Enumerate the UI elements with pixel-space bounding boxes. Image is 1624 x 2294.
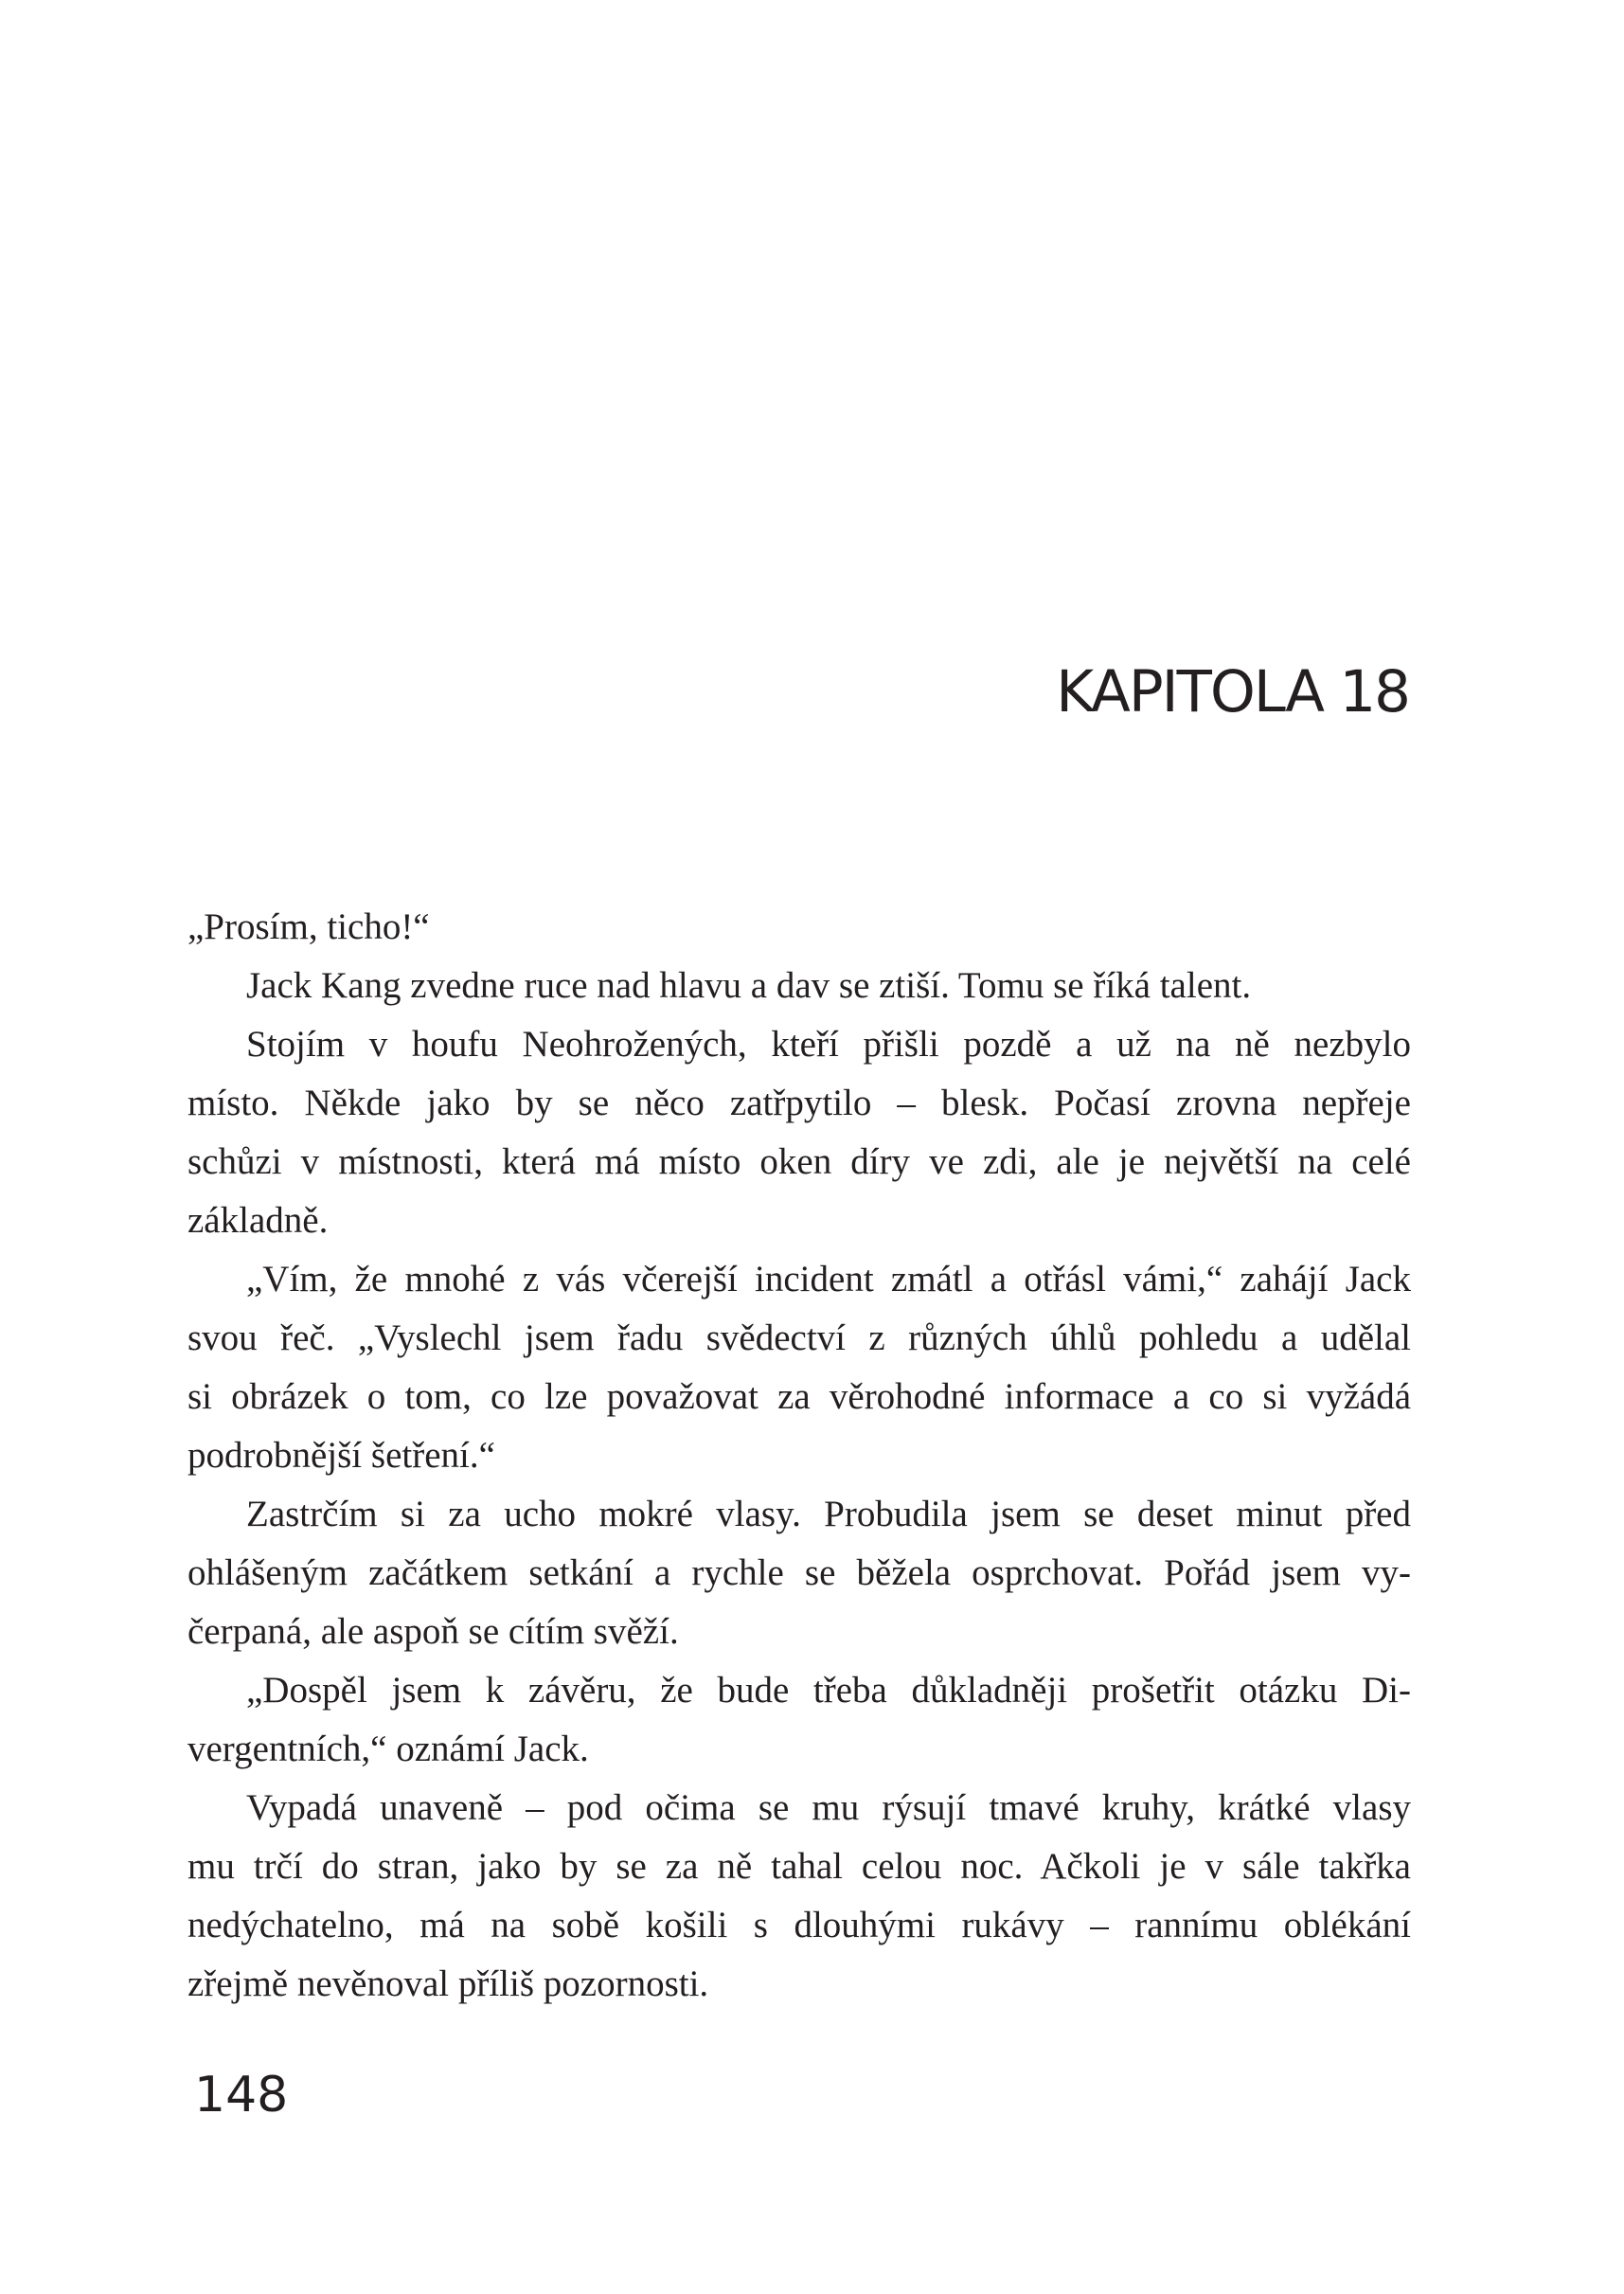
text-line: si obrázek o tom, co lze považovat za věrohodné informace a co si vyžádá <box>187 1376 1411 1417</box>
chapter-heading: KAPITOLA 18 <box>1056 658 1409 726</box>
body-text <box>187 898 1411 2014</box>
text-line: základně. <box>187 1200 329 1241</box>
text-line: vergentních,“ oznámí Jack. <box>187 1729 589 1769</box>
text-line: ohlášeným začátkem setkání a rychle se běžela osprchovat. Pořád jsem vy- <box>187 1552 1411 1593</box>
text-line: „Dospěl jsem k závěru, že bude třeba důkladněji prošetřit otázku Di- <box>246 1670 1411 1711</box>
text-line: Jack Kang zvedne ruce nad hlavu a dav se ztiší. Tomu se říká talent. <box>246 965 1252 1006</box>
text-line: místo. Někde jako by se něco zatřpytilo – blesk. Počasí zrovna nepřeje <box>187 1083 1411 1123</box>
text-line: Zastrčím si za ucho mokré vlasy. Probudila jsem se deset minut před <box>246 1494 1411 1534</box>
page-number: 148 <box>194 2067 289 2124</box>
text-line: „Prosím, ticho!“ <box>187 906 430 947</box>
text-line: svou řeč. „Vyslechl jsem řadu svědectví z různých úhlů pohledu a udělal <box>187 1317 1411 1358</box>
text-line: mu trčí do stran, jako by se za ně tahal celou noc. Ačkoli je v sále takřka <box>187 1846 1411 1887</box>
text-line: Vypadá unaveně – pod očima se mu rýsují tmavé kruhy, krátké vlasy <box>246 1787 1411 1828</box>
text-line: zřejmě nevěnoval příliš pozornosti. <box>187 1963 709 2004</box>
text-line: nedýchatelno, má na sobě košili s dlouhými rukávy – rannímu oblékání <box>187 1905 1411 1945</box>
text-line: podrobnější šetření.“ <box>187 1435 495 1476</box>
text-line: „Vím, že mnohé z vás včerejší incident zmátl a otřásl vámi,“ zahájí Jack <box>246 1259 1411 1299</box>
text-line: Stojím v houfu Neohrožených, kteří přišli pozdě a už na ně nezbylo <box>246 1024 1411 1065</box>
text-line: schůzi v místnosti, která má místo oken díry ve zdi, ale je největší na celé <box>187 1141 1411 1182</box>
text-line: čerpaná, ale aspoň se cítím svěží. <box>187 1611 679 1652</box>
